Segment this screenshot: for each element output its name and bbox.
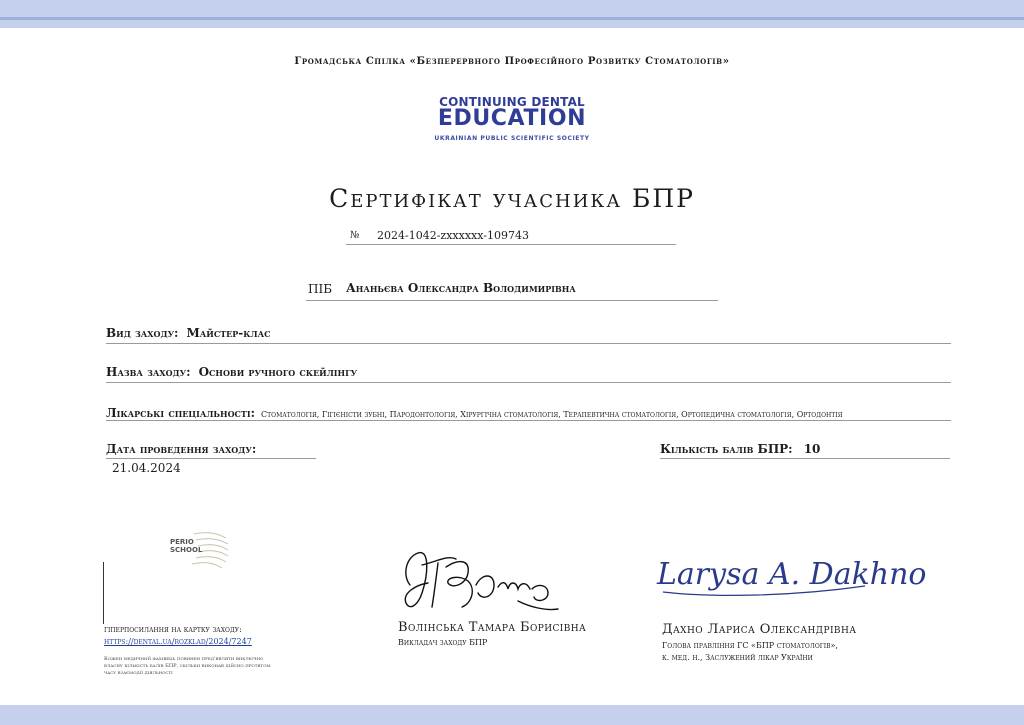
perio-school-text: [170, 538, 202, 554]
perio-text-line-2: SCHOOL: [170, 546, 203, 554]
link-label: гіперпосилання на картку заходу:: [104, 625, 242, 634]
certificate-title: Сертифікат учасника БПР: [329, 184, 695, 213]
event-name-label: Назва заходу:: [106, 365, 191, 379]
signatory-1-role: Викладач заходу БПР: [398, 638, 488, 647]
signatory-1-name: Волінська Тамара Борисівна: [398, 620, 587, 635]
participant-row: [306, 280, 718, 301]
signatory-2-role-line-2: к. мед. н., Заслужений лікар України: [662, 653, 813, 662]
event-date-label: Дата проведення заходу:: [106, 442, 257, 456]
signature-dakhno-text: Larysa A. Dakhno: [657, 557, 927, 592]
signatory-2-name: Дахно Лариса Олександрівна: [662, 622, 857, 637]
divider-line: [103, 562, 104, 624]
points-row: [660, 438, 950, 459]
certificate-number-row: [346, 229, 676, 245]
organization-name: Громадська Спілка «Безперервного Професійного Розвитку Стоматологів»: [294, 56, 730, 67]
points-label: Кількість балів БПР:: [660, 442, 793, 456]
event-date: 21.04.2024: [112, 461, 181, 475]
number-label: №: [350, 230, 360, 241]
cde-logo: [424, 95, 600, 147]
event-card-link[interactable]: https://dental.ua/rozklad/2024/7247: [104, 637, 252, 646]
participant-name: Ананьєва Олександра Володимирівна: [346, 281, 576, 295]
event-name: Основи ручного скейлінгу: [198, 365, 358, 379]
specialties-list: Стоматологія, Гігієністи зубні, Пародонтологія, Хірургічна стоматологія, Терапевтична стоматологія, Ортопедична стоматологія, Ортодонтія: [261, 410, 843, 419]
event-type: Майстер-клас: [186, 326, 271, 340]
logo-line-2: EDUCATION: [437, 106, 587, 131]
points-value: 10: [803, 442, 821, 456]
event-date-row: [106, 438, 316, 475]
perio-text-line-1: PERIO: [170, 538, 194, 546]
event-name-row: [106, 361, 951, 383]
logo-line-3: UKRAINIAN PUBLIC SCIENTIFIC SOCIETY: [434, 135, 590, 142]
top-band-line: [0, 17, 1024, 20]
specialties-row: [106, 402, 951, 421]
signature-volinska: [398, 545, 563, 620]
disclaimer-note: Кожен медичний фахівець повинен пред'являти виключно власну кількість балів БПР, скільки виконав дійсно протягом часу взаємодії діяльності: [104, 656, 271, 676]
signature-dakhno: [655, 540, 927, 605]
logo-line-1: CONTINUING DENTAL: [439, 95, 585, 109]
participant-label: ПІБ: [308, 282, 333, 296]
bottom-band: [0, 705, 1024, 725]
perio-school-logo: [164, 528, 234, 574]
event-type-label: Вид заходу:: [106, 326, 179, 340]
certificate-number: 2024-1042-zxxxxxx-109743: [377, 229, 529, 242]
top-band: [0, 0, 1024, 28]
signatory-2-role-line-1: Голова правління ГС «БПР стоматологів»,: [662, 641, 838, 650]
event-type-row: [106, 322, 951, 344]
specialties-label: Лікарські спеціальності:: [106, 406, 256, 420]
